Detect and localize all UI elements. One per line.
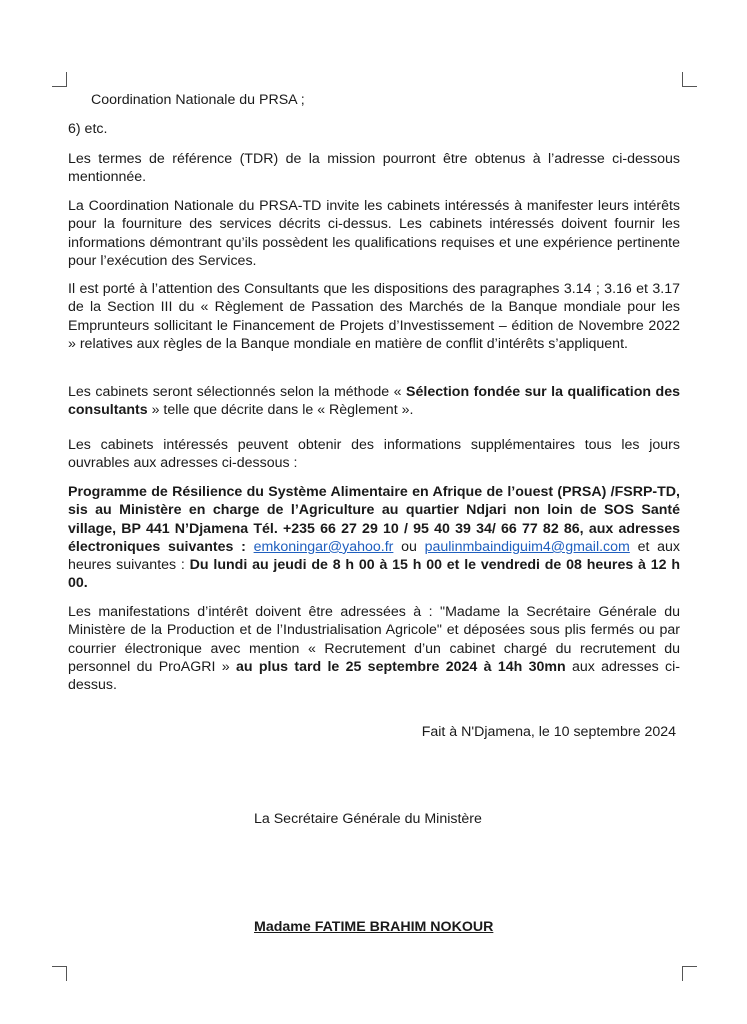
paragraph-submission [68, 603, 680, 694]
submission-deadline: au plus tard le 25 septembre 2024 à 14h 30mn [236, 658, 566, 675]
list-item-6: 6) etc. [68, 121, 108, 137]
signatory-title: La Secrétaire Générale du Ministère [254, 811, 482, 827]
submission-text: Les manifestations d’intérêt doivent être adressées à : "Madame la Secrétaire Générale du Ministère de la Production et de l’Industrialisation Agricole" et déposées sous plis fermés ou par courrier électronique avec mention « Recrutement d’un cabinet chargé du recrutement du personnel du ProAGRI » [68, 604, 680, 675]
paragraph-selection-method [68, 383, 680, 420]
address-or: ou [393, 538, 425, 555]
paragraph-invite: La Coordination Nationale du PRSA-TD invite les cabinets intéressés à manifester leurs intérêts pour la fourniture des services décrits ci-dessus. Les cabinets intéressés doivent fournir les informations démontrant qu’ils possèdent les qualifications requises et une expérience pertinente pour l’exécution des Services. [68, 198, 680, 269]
email-link-gmail[interactable]: paulinmbaindiguim4@gmail.com [424, 538, 630, 555]
address-separator: : [241, 538, 254, 555]
method-text-before: Les cabinets seront sélectionnés selon la méthode « [68, 384, 407, 400]
paragraph-conflict-of-interest: Il est porté à l’attention des Consultants que les dispositions des paragraphes 3.14 ; 3.16 et 3.17 de la Section III du « Règlement de Passation des Marchés de la Banque mondiale pour les Emprunteurs sollicitant le Financement de Projets d’Investissement – édition de Novembre 2022 » relatives aux règles de la Banque mondiale en matière de conflit d’intérêts s’appliquent. [68, 281, 680, 352]
method-name: Sélection fondée sur la qualification des consultants [68, 384, 680, 419]
signatory-name-text: Madame FATIME BRAHIM NOKOUR [254, 919, 494, 935]
paragraph-address [68, 483, 680, 593]
paragraph-tdr: Les termes de référence (TDR) de la mission pourront être obtenus à l’adresse ci-dessous mentionnée. [68, 151, 680, 186]
list-item-continuation: Coordination Nationale du PRSA ; [91, 92, 305, 108]
signatory-name [68, 919, 747, 935]
crop-mark-top-right [682, 72, 697, 87]
crop-mark-bottom-right [682, 966, 697, 981]
place-and-date: Fait à N'Djamena, le 10 septembre 2024 [421, 724, 676, 740]
submission-text-after: aux adresses ci-dessus. [68, 658, 680, 694]
address-text: Programme de Résilience du Système Alimentaire en Afrique de l’ouest (PRSA) /FSRP-TD, sis au Ministère en charge de l’Agriculture au quartier Ndjari non loin de SOS Santé village, BP 441 N’Djamena Tél. +235 66 27 29 10 / 95 40 39 34/ 66 77 82 86, aux adresses électroniques suivantes [68, 484, 680, 555]
crop-mark-top-left [52, 72, 67, 87]
method-text-after: » telle que décrite dans le « Règlement ». [147, 402, 414, 419]
office-hours: Du lundi au jeudi de 8 h 00 à 15 h 00 et le vendredi de 08 heures à 12 h 00. [68, 557, 680, 592]
email-link-yahoo[interactable]: emkoningar@yahoo.fr [253, 538, 394, 555]
paragraph-additional-info: Les cabinets intéressés peuvent obtenir des informations supplémentaires tous les jours ouvrables aux adresses ci-dessous : [68, 437, 680, 472]
address-hours-intro: et aux heures suivantes : [68, 538, 680, 574]
crop-mark-bottom-left [52, 966, 67, 981]
